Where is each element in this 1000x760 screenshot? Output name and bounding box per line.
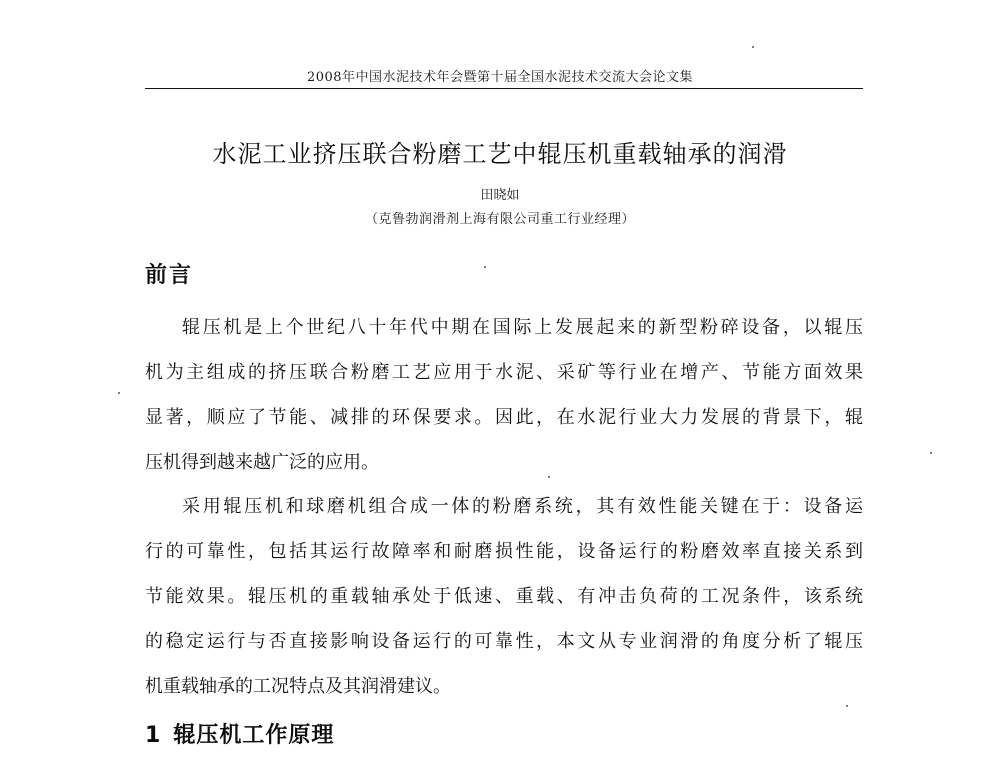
scan-speck xyxy=(930,452,932,454)
running-header: 2008年中国水泥技术年会暨第十届全国水泥技术交流大会论文集 xyxy=(306,70,694,85)
paragraph-line: 的稳定运行与否直接影响设备运行的可靠性，本文从专业润滑的角度分析了辊压 xyxy=(145,631,863,652)
paragraph-line: 辊压机是上个世纪八十年代中期在国际上发展起来的新型粉碎设备，以辊压 xyxy=(182,317,863,338)
paragraph-line: 机为主组成的挤压联合粉磨工艺应用于水泥、采矿等行业在增产、节能方面效果 xyxy=(145,362,863,383)
paragraph-line: 显著，顺应了节能、减排的环保要求。因此，在水泥行业大力发展的背景下，辊 xyxy=(145,407,863,428)
paragraph-line: 压机得到越来越广泛的应用。 xyxy=(145,452,379,473)
section-heading-preface: 前言 xyxy=(145,263,194,288)
section-heading-1 xyxy=(145,718,334,749)
paragraph-line: 节能效果。辊压机的重载轴承处于低速、重载、有冲击负荷的工况条件，该系统 xyxy=(145,586,863,607)
paper-title: 水泥工业挤压联合粉磨工艺中辊压机重载轴承的润滑 xyxy=(212,140,788,168)
paragraph-line: 行的可靠性，包括其运行故障率和耐磨损性能，设备运行的粉磨效率直接关系到 xyxy=(145,541,863,562)
scan-speck xyxy=(846,705,848,707)
section-title: 辊压机工作原理 xyxy=(173,723,335,748)
header-rule xyxy=(145,88,863,89)
author-name: 田晓如 xyxy=(480,188,520,203)
paragraph-line: 机重载轴承的工况特点及其润滑建议。 xyxy=(145,676,451,697)
scan-speck xyxy=(484,266,486,268)
scan-speck xyxy=(548,476,550,478)
author-affiliation: （克鲁勃润滑剂上海有限公司重工行业经理） xyxy=(364,212,635,227)
scan-speck xyxy=(118,392,120,394)
paragraph-line: 采用辊压机和球磨机组合成一体的粉磨系统，其有效性能关键在于：设备运 xyxy=(182,496,863,517)
scan-speck xyxy=(752,46,754,48)
section-number: 1 xyxy=(145,723,162,748)
